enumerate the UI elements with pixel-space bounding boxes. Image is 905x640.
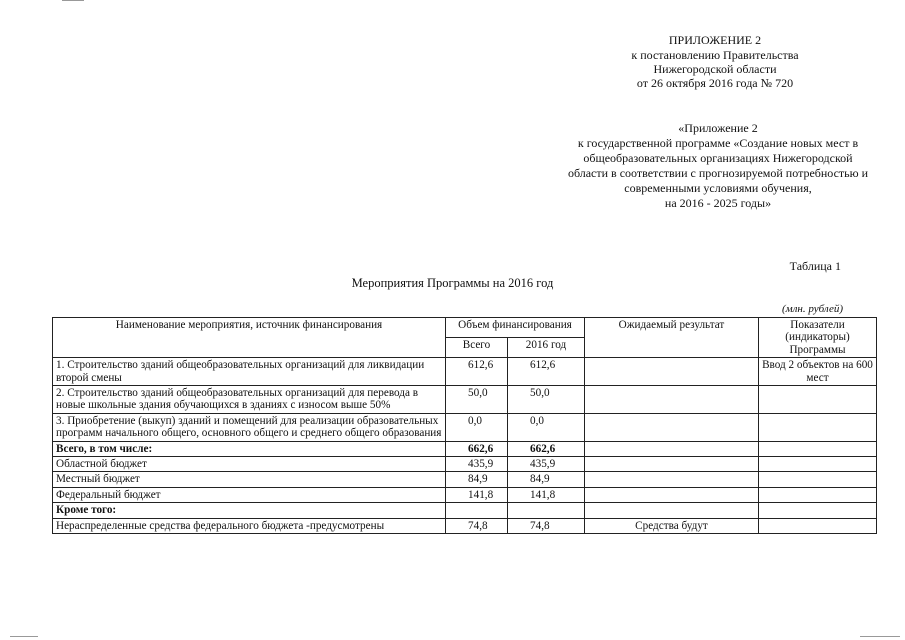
row-total: 74,8 xyxy=(446,518,508,533)
row-year: 50,0 xyxy=(508,386,585,414)
table-row xyxy=(53,386,877,414)
header-result: Ожидаемый результат xyxy=(585,318,759,358)
row-year: 84,9 xyxy=(508,472,585,487)
row-year: 435,9 xyxy=(508,457,585,472)
table-caption: Мероприятия Программы на 2016 год xyxy=(351,276,554,290)
header-total: Всего xyxy=(446,338,508,358)
row-result xyxy=(585,441,759,456)
row-year: 74,8 xyxy=(508,518,585,533)
appendix-line-3: от 26 октября 2016 года № 720 xyxy=(636,76,794,90)
row-result xyxy=(585,457,759,472)
row-result: Средства будут xyxy=(585,518,759,533)
table-row xyxy=(53,413,877,441)
row-name: Федеральный бюджет xyxy=(53,487,446,502)
appendix-line-1: к постановлению Правительства xyxy=(631,48,799,62)
table-number: Таблица 1 xyxy=(789,259,841,273)
row-result xyxy=(585,472,759,487)
row-indicator xyxy=(759,472,877,487)
row-name: Нераспределенные средства федерального бюджета -предусмотрены xyxy=(53,518,446,533)
annex-line-4: области в соответствии с прогнозируемой потребностью и xyxy=(567,166,869,180)
units-label: (млн. рублей) xyxy=(781,303,843,315)
row-total xyxy=(446,503,508,518)
row-year: 0,0 xyxy=(508,413,585,441)
row-total: 50,0 xyxy=(446,386,508,414)
table-row-extra xyxy=(53,503,877,518)
row-result xyxy=(585,358,759,386)
row-year: 662,6 xyxy=(508,441,585,456)
table-row xyxy=(53,518,877,533)
row-year: 612,6 xyxy=(508,358,585,386)
table-row xyxy=(53,472,877,487)
row-name: Областной бюджет xyxy=(53,457,446,472)
appendix-title: ПРИЛОЖЕНИЕ 2 xyxy=(668,33,762,47)
row-result xyxy=(585,413,759,441)
table-header-row xyxy=(53,318,877,338)
row-name: 3. Приобретение (выкуп) зданий и помещений для реализации образовательных программ начального общего, основного общего и среднего общего образования xyxy=(53,413,446,441)
annex-line-1: «Приложение 2 xyxy=(678,121,758,135)
table-row xyxy=(53,358,877,386)
row-result xyxy=(585,503,759,518)
row-name: Всего, в том числе: xyxy=(53,441,446,456)
row-indicator xyxy=(759,413,877,441)
annex-line-3: общеобразовательных организациях Нижегородской xyxy=(583,151,853,165)
row-indicator xyxy=(759,518,877,533)
header-year: 2016 год xyxy=(508,338,585,358)
row-name: Местный бюджет xyxy=(53,472,446,487)
annex-line-6: на 2016 - 2025 годы» xyxy=(664,196,772,210)
row-result xyxy=(585,386,759,414)
row-name: 1. Строительство зданий общеобразовательных организаций для ликвидации второй смены xyxy=(53,358,446,386)
annex-line-2: к государственной программе «Создание новых мест в xyxy=(577,136,859,150)
measures-table xyxy=(52,317,877,534)
row-indicator: Ввод 2 объектов на 600 мест xyxy=(759,358,877,386)
row-name: Кроме того: xyxy=(53,503,446,518)
row-indicator xyxy=(759,457,877,472)
row-indicator xyxy=(759,503,877,518)
row-indicator xyxy=(759,487,877,502)
row-name: 2. Строительство зданий общеобразовательных организаций для перевода в новые школьные здания обучающихся в зданиях с износом выше 50% xyxy=(53,386,446,414)
row-total: 435,9 xyxy=(446,457,508,472)
row-total: 0,0 xyxy=(446,413,508,441)
appendix-line-2: Нижегородской области xyxy=(653,62,777,76)
row-total: 662,6 xyxy=(446,441,508,456)
table-row-total xyxy=(53,441,877,456)
row-total: 84,9 xyxy=(446,472,508,487)
row-indicator xyxy=(759,441,877,456)
row-indicator xyxy=(759,386,877,414)
table-row xyxy=(53,457,877,472)
row-total: 141,8 xyxy=(446,487,508,502)
table-row xyxy=(53,487,877,502)
row-result xyxy=(585,487,759,502)
row-year xyxy=(508,503,585,518)
row-year: 141,8 xyxy=(508,487,585,502)
annex-line-5: современными условиями обучения, xyxy=(624,181,812,195)
row-total: 612,6 xyxy=(446,358,508,386)
header-name: Наименование мероприятия, источник финансирования xyxy=(53,318,446,358)
header-indicators: Показатели (индикаторы) Программы xyxy=(759,318,877,358)
header-volume: Объем финансирования xyxy=(446,318,585,338)
